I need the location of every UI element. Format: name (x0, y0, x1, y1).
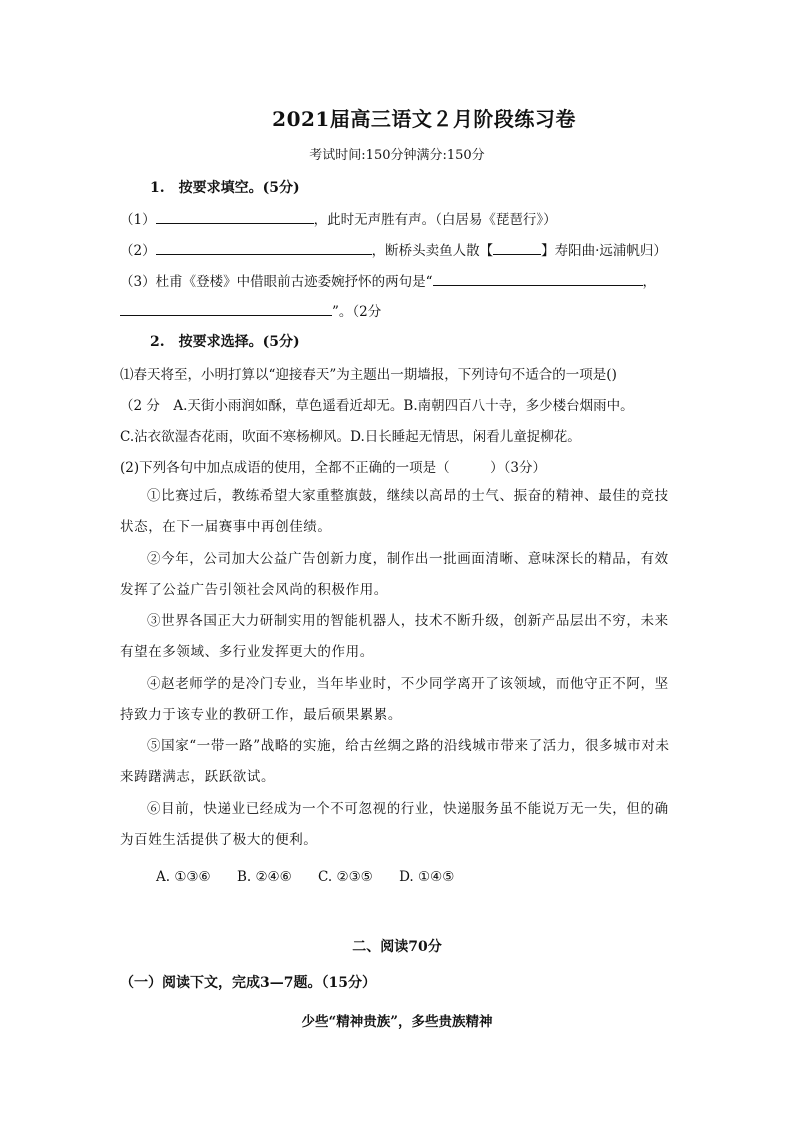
q2-part-2: (2)下列各句中加点成语的使用，全都不正确的一项是（ ）（3分） (120, 460, 546, 476)
answer-blank[interactable] (156, 209, 314, 224)
q1-line-3-end: ， (642, 274, 656, 290)
sentence-item: ①比赛过后，教练希望大家重整旗鼓，继续以高昂的士气、振奋的精神、最佳的竞技状态，在下一届赛事中再创佳绩。 (120, 488, 669, 535)
option-d[interactable]: D. ①④⑤ (399, 869, 455, 885)
option-c[interactable]: C. ②③⑤ (318, 869, 373, 885)
answer-blank[interactable] (120, 301, 332, 316)
q1-line-2-prefix: （2） (120, 243, 156, 259)
answer-blank[interactable] (493, 240, 541, 255)
q1-line-2 (120, 239, 667, 259)
q1-line-3-text: （3）杜甫《登楼》中借眼前古迹委婉抒怀的两句是“ (120, 274, 433, 290)
q2-part-1-options-b: C.沾衣欲湿杏花雨，吹面不寒杨柳风。D.日长睡起无情思，闲看儿童捉柳花。 (120, 429, 581, 445)
q2-part-1: ⑴春天将至，小明打算以“迎接春天”为主题出一期墙报，下列诗句不适合的一项是() (120, 367, 617, 383)
exam-info: 考试时间:150分钟满分:150分 (309, 148, 485, 163)
q2-part-1-options-a: （2 分 A.天街小雨润如酥，草色遥看近却无。B.南朝四百八十寺，多少楼台烟雨中。 (120, 398, 634, 414)
q1-line-3 (120, 270, 656, 290)
sentence-item: ③世界各国正大力研制实用的智能机器人，技术不断升级，创新产品层出不穷，未来有望在多领域、多行业发挥更大的作用。 (120, 613, 669, 660)
option-b[interactable]: B. ②④⑥ (236, 869, 292, 885)
q1-line-2-tail: 】寿阳曲·远浦帆归） (541, 243, 667, 259)
sentence-item: ⑥目前，快递业已经成为一个不可忽视的行业，快递服务虽不能说万无一失，但的确为百姓生活提供了极大的便利。 (120, 801, 669, 848)
page-title: 2021届高三语文２月阶段练习卷 (272, 107, 576, 131)
q1-line-1 (120, 208, 557, 228)
reading-instructions: （一）阅读下文，完成3—7题。（15分） (120, 975, 376, 991)
option-a[interactable]: A. ①③⑥ (156, 869, 211, 885)
q1-line-1-text: ，此时无声胜有声。（白居易《琵琶行》） (313, 212, 557, 228)
q1-line-4 (120, 300, 381, 320)
sentence-item: ②今年，公司加大公益广告创新力度，制作出一批画面清晰、意味深长的精品，有效发挥了公益广告引领社会风尚的积极作用。 (120, 551, 669, 598)
answer-blank[interactable] (156, 240, 372, 255)
q2-heading: 2. 按要求选择。(5分) (150, 334, 300, 350)
answer-blank[interactable] (433, 271, 643, 286)
q1-line-4-text: ”。（2分 (332, 304, 382, 320)
article-title: 少些“精神贵族”，多些贵族精神 (301, 1014, 493, 1030)
sentence-item: ④赵老师学的是冷门专业，当年毕业时，不少同学离开了该领域，而他守正不阿，坚持致力于该专业的教研工作，最后硕果累累。 (120, 676, 669, 723)
section-2-heading: 二、阅读70分 (352, 939, 442, 955)
q1-line-2-text: ，断桥头卖鱼人散【 (371, 243, 494, 259)
sentence-item: ⑤国家“一带一路”战略的实施，给古丝绸之路的沿线城市带来了活力，很多城市对未来踌躇满志，跃跃欲试。 (120, 738, 670, 785)
answer-options (156, 869, 476, 885)
q1-heading: 1. 按要求填空。(5分) (150, 180, 300, 196)
q1-line-1-prefix: （1） (120, 212, 156, 228)
